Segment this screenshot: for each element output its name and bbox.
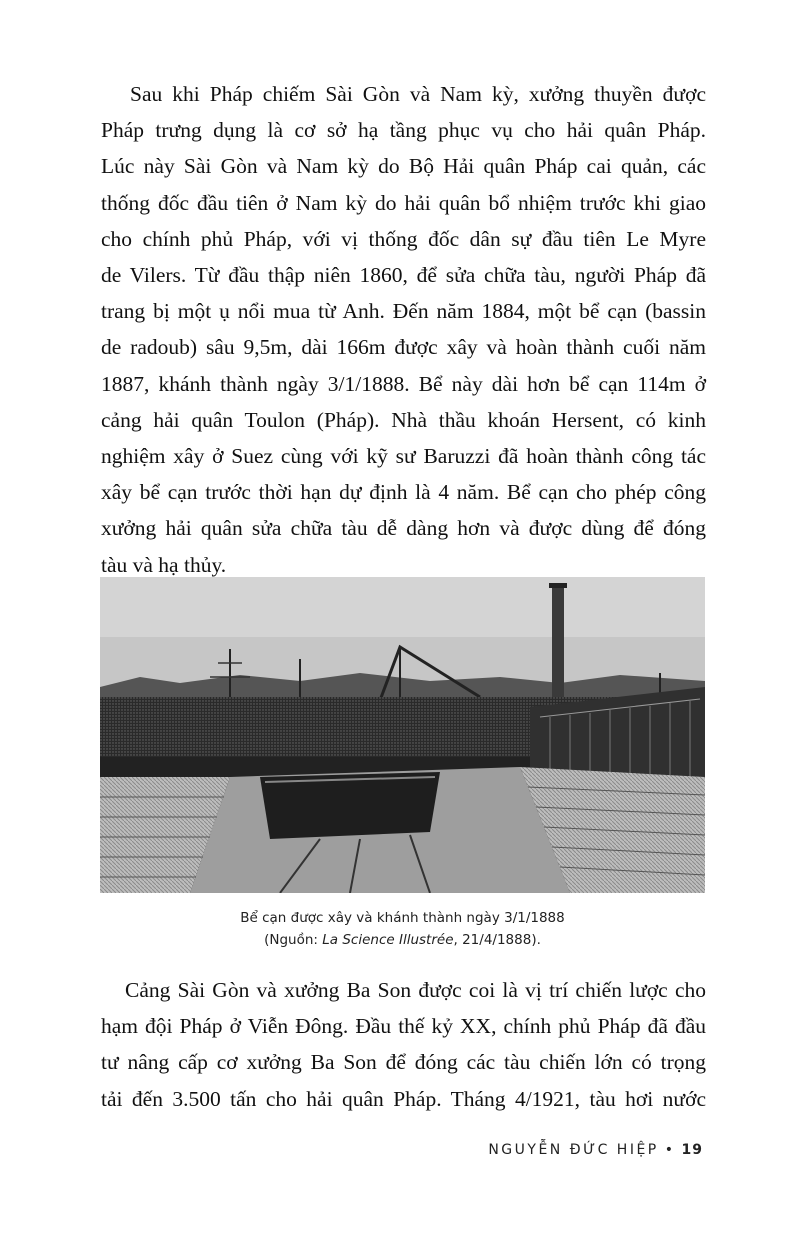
text-line: cho chính phủ Pháp, với vị thống đốc dân sự đầu tiên Le Myre <box>101 226 706 251</box>
text-line: trang bị một ụ nổi mua từ Anh. Đến năm 1884, một bể cạn (bassin <box>101 299 706 324</box>
figure-caption <box>100 907 705 951</box>
text-line: cảng hải quân Toulon (Pháp). Nhà thầu khoán Hersent, có kinh <box>101 407 706 432</box>
paragraph-2 <box>101 972 706 1117</box>
text-line: xây bể cạn trước thời hạn dự định là 4 năm. Bể cạn cho phép công <box>101 480 706 505</box>
dry-dock-illustration <box>100 577 705 893</box>
text-line: de radoub) sâu 9,5m, dài 166m được xây và hoàn thành cuối năm <box>101 335 706 360</box>
caption-source-prefix: (Nguồn: <box>264 932 323 948</box>
caption-source-suffix: , 21/4/1888). <box>453 932 541 948</box>
dry-dock-photo <box>100 577 705 893</box>
caption-source-title: La Science Illustrée <box>322 932 454 948</box>
text-line: Lúc này Sài Gòn và Nam kỳ do Bộ Hải quân Pháp cai quản, các <box>101 154 706 179</box>
text-line: tư nâng cấp cơ xưởng Ba Son để đóng các tàu chiến lớn có trọng <box>101 1050 706 1075</box>
author-name: NGUYỄN ĐỨC HIỆP <box>488 1142 659 1158</box>
caption-line-1: Bể cạn được xây và khánh thành ngày 3/1/1888 <box>240 910 565 926</box>
text-line: Sau khi Pháp chiếm Sài Gòn và Nam kỳ, xưởng thuyền được <box>130 82 706 106</box>
text-line: de Vilers. Từ đầu thập niên 1860, để sửa chữa tàu, người Pháp đã <box>101 263 706 288</box>
text-line: nghiệm xây ở Suez cùng với kỹ sư Baruzzi đã hoàn thành công tác <box>101 444 706 469</box>
caption-line-2 <box>100 929 705 951</box>
text-line: tải đến 3.500 tấn cho hải quân Pháp. Tháng 4/1921, tàu hơi nước <box>101 1086 706 1111</box>
text-line: Pháp trưng dụng là cơ sở hạ tầng phục vụ cho hải quân Pháp. <box>101 118 706 143</box>
text-line: thống đốc đầu tiên ở Nam kỳ do hải quân bổ nhiệm trước khi giao <box>101 190 706 215</box>
text-line: Cảng Sài Gòn và xưởng Ba Son được coi là vị trí chiến lược cho <box>125 978 706 1002</box>
paragraph-1 <box>101 76 706 583</box>
text-line: tàu và hạ thủy. <box>101 552 227 577</box>
text-line: hạm đội Pháp ở Viễn Đông. Đầu thế kỷ XX, chính phủ Pháp đã đầu <box>101 1014 706 1039</box>
text-line: 1887, khánh thành ngày 3/1/1888. Bể này dài hơn bể cạn 114m ở <box>101 371 706 396</box>
bullet-separator: • <box>664 1142 676 1158</box>
page-footer <box>488 1142 703 1158</box>
page-number: 19 <box>681 1142 703 1158</box>
text-line: xưởng hải quân sửa chữa tàu dễ dàng hơn và được dùng để đóng <box>101 516 706 541</box>
